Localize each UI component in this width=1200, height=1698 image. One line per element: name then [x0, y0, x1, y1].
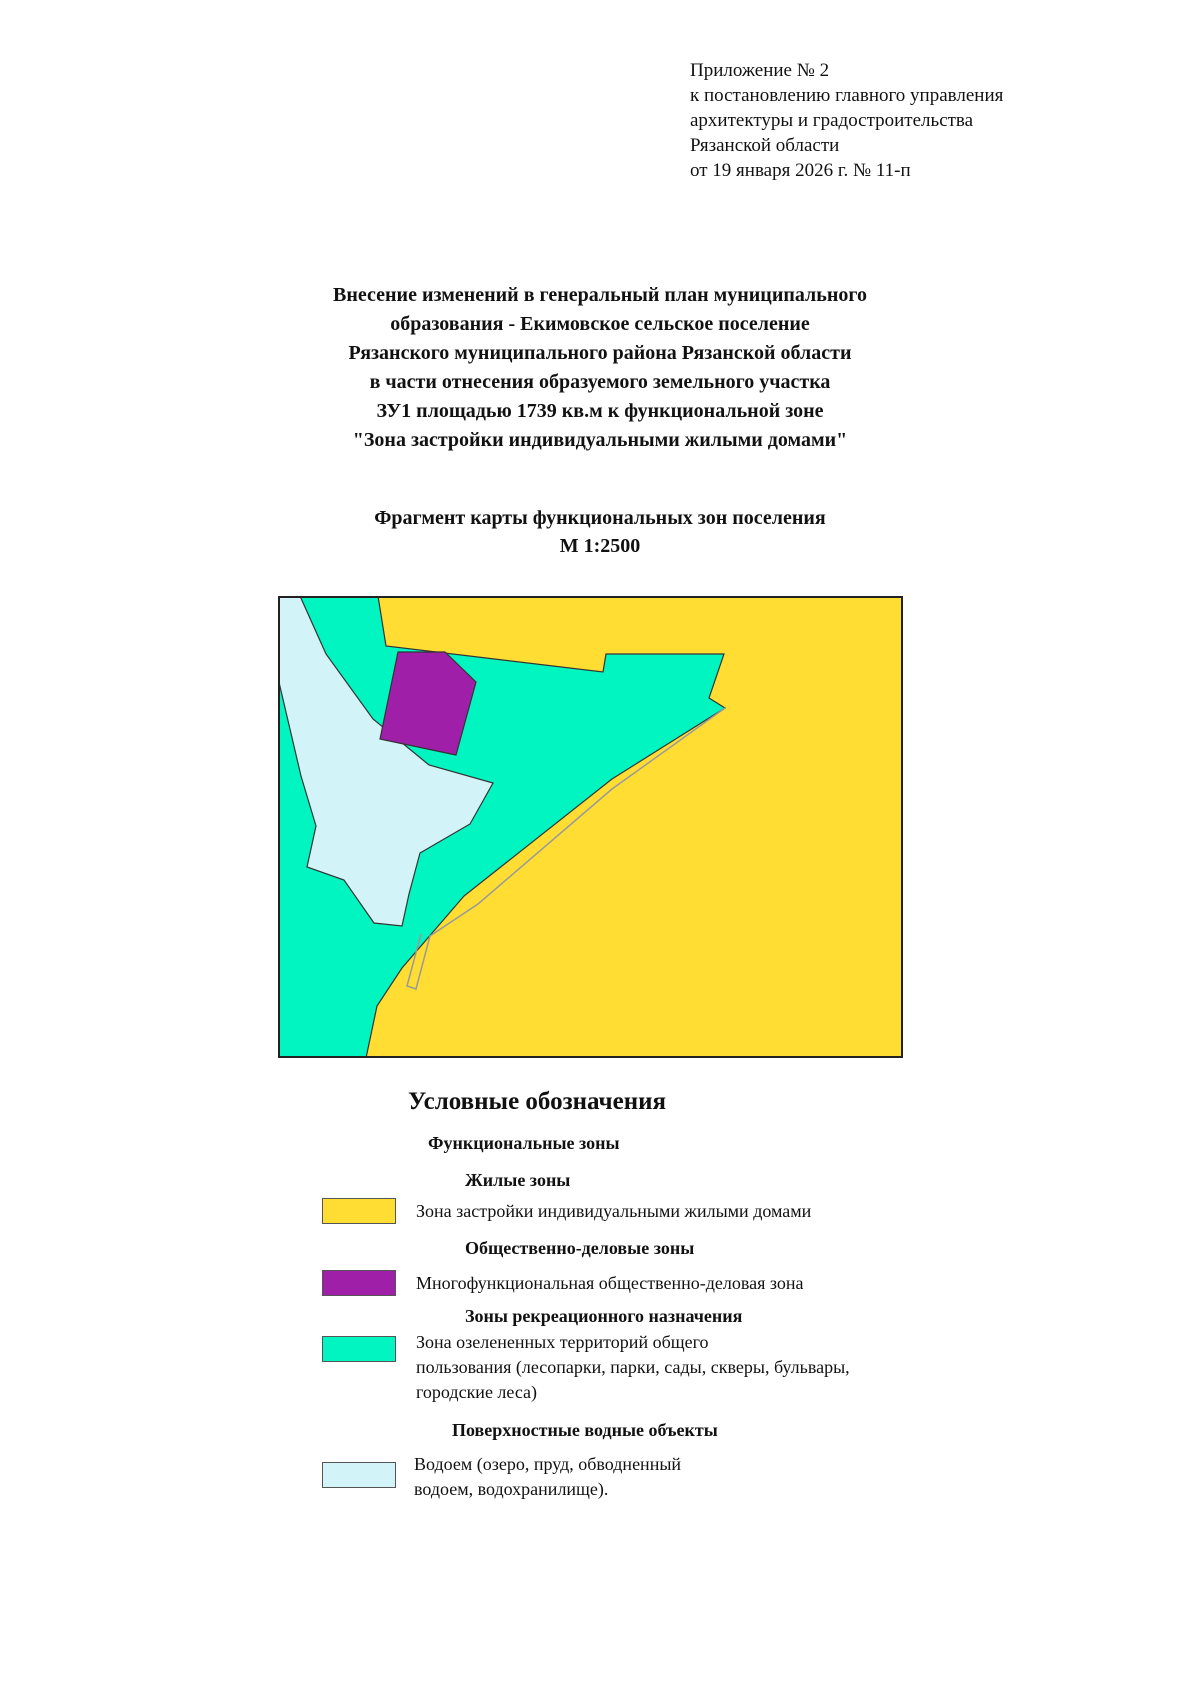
- document-title: [150, 281, 1050, 455]
- appendix-line: от 19 января 2026 г. № 11-п: [690, 160, 911, 181]
- legend-item-water: [414, 1452, 681, 1502]
- swatch-residential: [322, 1198, 396, 1224]
- title-line: в части отнесения образуемого земельного участка: [369, 371, 831, 393]
- title-line: образования - Екимовское сельское поселение: [390, 313, 810, 335]
- legend-item-residential: [416, 1199, 811, 1224]
- legend-title: Условные обозначения: [408, 1088, 667, 1115]
- swatch-water: [322, 1462, 396, 1488]
- legend-item-business: [416, 1271, 804, 1296]
- legend-item-line: водоем, водохранилище).: [414, 1479, 609, 1499]
- legend-item-line: Зона застройки индивидуальными жилыми домами: [416, 1201, 812, 1221]
- map-subtitle: [150, 504, 1050, 560]
- legend-item-line: Водоем (озеро, пруд, обводненный: [414, 1454, 682, 1474]
- appendix-line: архитектуры и градостроительства: [690, 110, 974, 131]
- title-line: Рязанского муниципального района Рязанской области: [348, 342, 852, 364]
- scale-label: М 1:2500: [559, 535, 641, 557]
- appendix-header: [690, 58, 1170, 183]
- group-title-business: Общественно-деловые зоны: [465, 1238, 695, 1258]
- legend-subtitle: Функциональные зоны: [428, 1133, 620, 1153]
- zone-map-svg: [278, 596, 903, 1058]
- swatch-business: [322, 1270, 396, 1296]
- legend-item-line: городские леса): [416, 1382, 538, 1402]
- group-title-water: Поверхностные водные объекты: [452, 1420, 718, 1440]
- title-line: ЗУ1 площадью 1739 кв.м к функциональной зоне: [376, 400, 824, 422]
- zone-map: [278, 596, 903, 1058]
- swatch-recreation: [322, 1336, 396, 1362]
- legend-item-recreation: [416, 1330, 850, 1405]
- group-title-recreation: Зоны рекреационного назначения: [465, 1306, 743, 1326]
- title-line: "Зона застройки индивидуальными жилыми домами": [352, 429, 848, 451]
- appendix-line: Рязанской области: [690, 135, 840, 156]
- legend-item-line: Зона озелененных территорий общего: [416, 1332, 709, 1352]
- appendix-line: Приложение № 2: [690, 60, 830, 81]
- group-title-residential: Жилые зоны: [465, 1170, 571, 1190]
- legend-item-line: пользования (лесопарки, парки, сады, скверы, бульвары,: [416, 1357, 850, 1377]
- title-line: Внесение изменений в генеральный план муниципального: [333, 284, 867, 306]
- subtitle-line: Фрагмент карты функциональных зон поселения: [374, 507, 826, 529]
- appendix-line: к постановлению главного управления: [690, 85, 1004, 106]
- legend-item-line: Многофункциональная общественно-деловая зона: [416, 1273, 804, 1293]
